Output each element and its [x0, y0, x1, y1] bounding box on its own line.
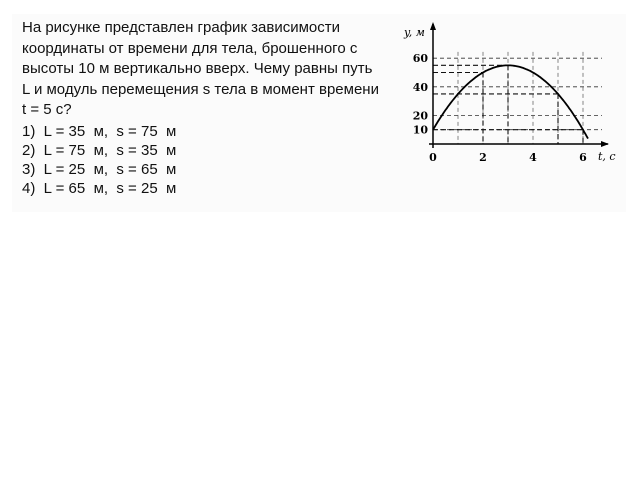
x-tick-label-4: 4 — [529, 151, 537, 164]
chart-svg — [396, 16, 626, 176]
answer-option-4: 4) L = 65 м, s = 25 м — [22, 180, 177, 197]
answer-option-3: 3) L = 25 м, s = 65 м — [22, 161, 177, 178]
coordinate-time-chart — [396, 16, 626, 176]
x-axis-label: t, с — [598, 150, 616, 163]
x-tick-label-6: 6 — [579, 151, 587, 164]
y-axis-arrow — [430, 22, 436, 30]
question-text: На рисунке представлен график зависимости координаты от времени для тела, брошенного с высоты 10 м вертикально вверх. Чему равны путь L и модуль перемещения s тела в момент времени t = 5 с? — [22, 19, 379, 118]
y-tick-label-40: 40 — [412, 80, 428, 94]
answer-list — [22, 122, 382, 198]
y-tick-label-20: 20 — [412, 109, 428, 123]
x-axis-arrow — [601, 141, 609, 147]
x-tick-label-0: 0 — [429, 151, 437, 164]
y-axis-label: y, м — [404, 26, 425, 39]
y-tick-label-60: 60 — [412, 52, 428, 66]
x-tick-label-2: 2 — [479, 151, 487, 164]
answer-option-1: 1) L = 35 м, s = 75 м — [22, 123, 177, 140]
series-curve-y(t) — [433, 65, 588, 138]
answer-option-2: 2) L = 75 м, s = 35 м — [22, 142, 177, 159]
y-tick-label-10: 10 — [412, 123, 428, 137]
